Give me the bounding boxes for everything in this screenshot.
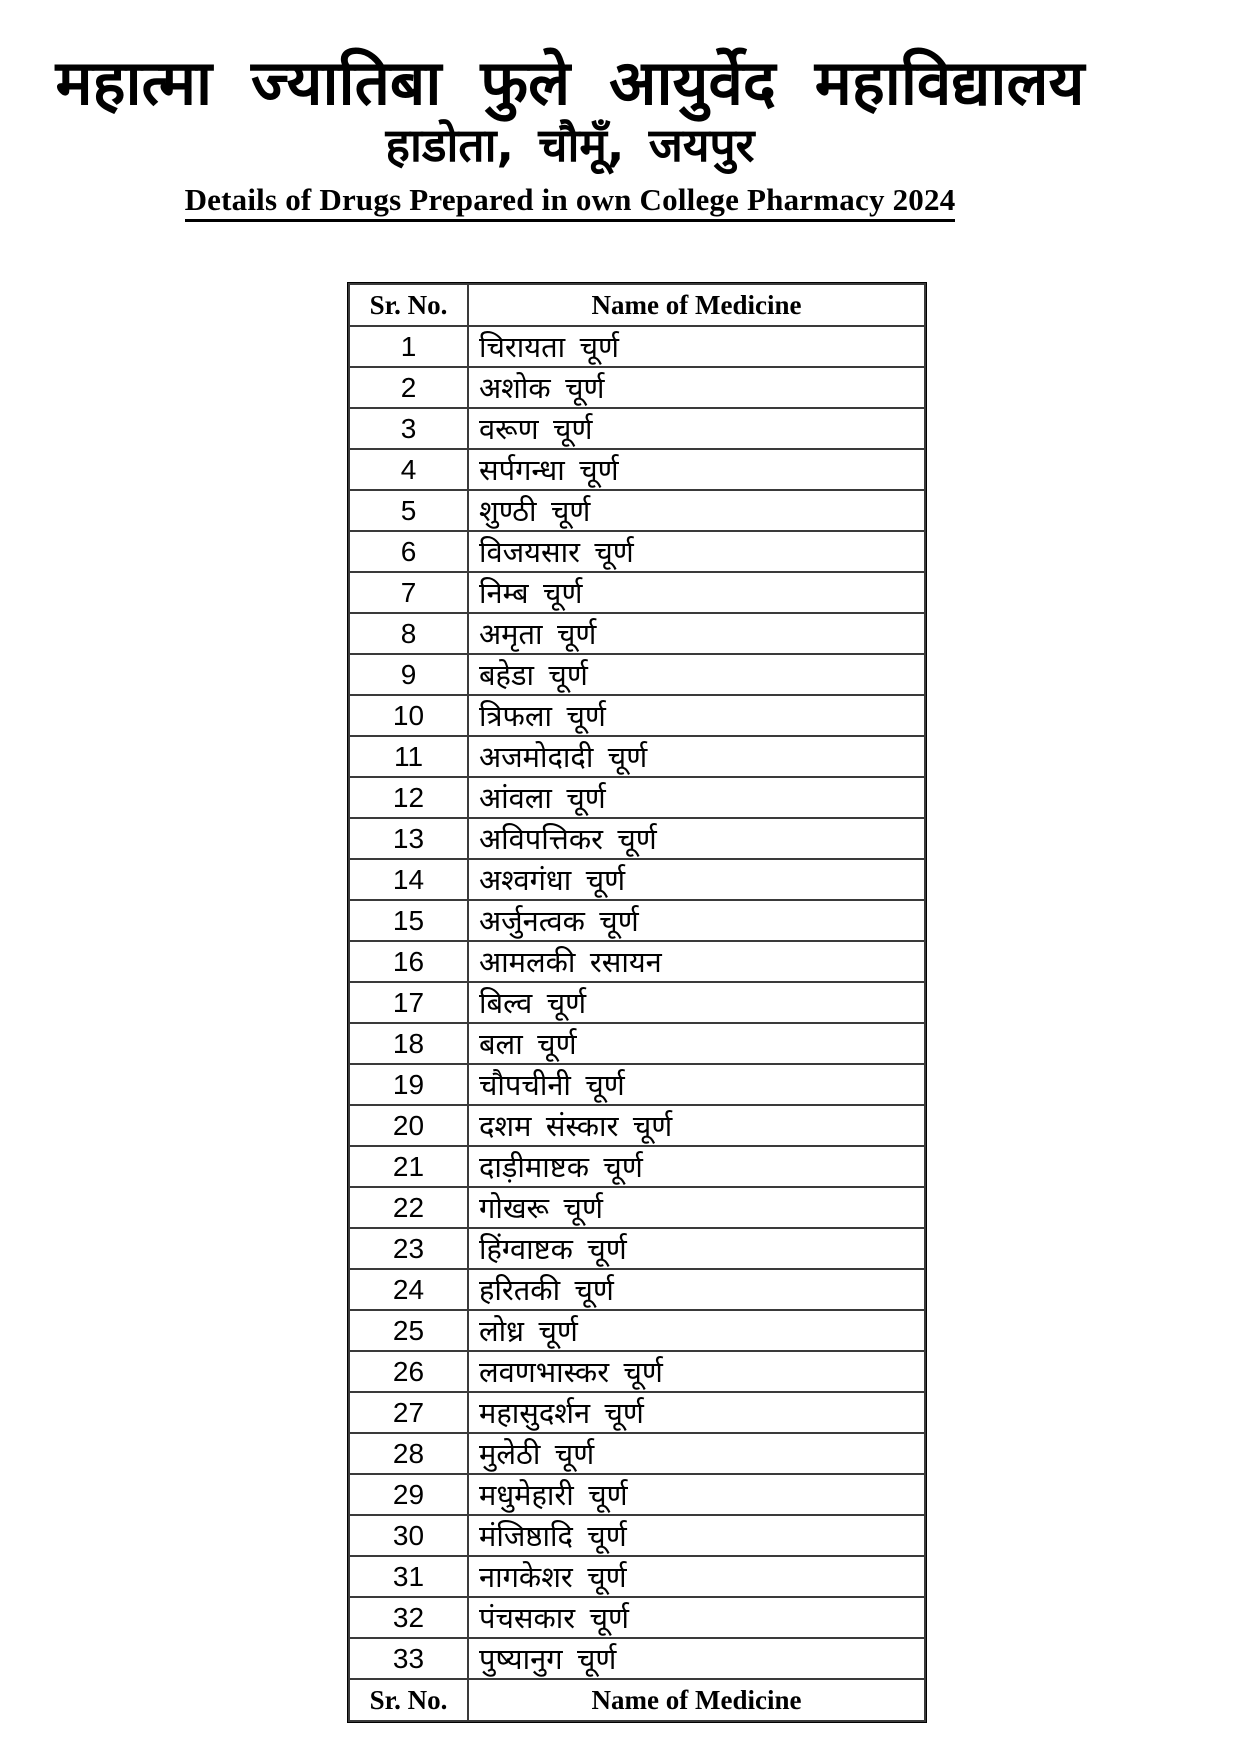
footer-label-medicine-name: Name of Medicine bbox=[468, 1679, 925, 1721]
table-footer-row bbox=[349, 1679, 925, 1721]
table-row bbox=[349, 449, 925, 490]
table-row bbox=[349, 1023, 925, 1064]
medicine-name-cell: नागकेशर चूर्ण bbox=[468, 1556, 925, 1597]
sr-no-cell: 31 bbox=[349, 1556, 468, 1597]
medicine-name-cell: अशोक चूर्ण bbox=[468, 367, 925, 408]
document-title: Details of Drugs Prepared in own College Pharmacy 2024 bbox=[185, 182, 956, 222]
sr-no-cell: 13 bbox=[349, 818, 468, 859]
college-address-hindi: हाडोता, चौमूँ, जयपुर bbox=[385, 118, 755, 173]
sr-no-cell: 1 bbox=[349, 326, 468, 367]
sr-no-cell: 6 bbox=[349, 531, 468, 572]
medicine-name-cell: अश्वगंधा चूर्ण bbox=[468, 859, 925, 900]
sr-no-cell: 8 bbox=[349, 613, 468, 654]
medicine-name-cell: पुष्यानुग चूर्ण bbox=[468, 1638, 925, 1679]
sr-no-cell: 30 bbox=[349, 1515, 468, 1556]
medicine-name-cell: हरितकी चूर्ण bbox=[468, 1269, 925, 1310]
sr-no-cell: 33 bbox=[349, 1638, 468, 1679]
medicine-name-cell: शुण्ठी चूर्ण bbox=[468, 490, 925, 531]
table-row bbox=[349, 695, 925, 736]
table-row bbox=[349, 818, 925, 859]
sr-no-cell: 14 bbox=[349, 859, 468, 900]
medicine-name-cell: पंचसकार चूर्ण bbox=[468, 1597, 925, 1638]
table-row bbox=[349, 859, 925, 900]
medicine-name-cell: आमलकी रसायन bbox=[468, 941, 925, 982]
sr-no-cell: 2 bbox=[349, 367, 468, 408]
table-row bbox=[349, 1515, 925, 1556]
sr-no-cell: 24 bbox=[349, 1269, 468, 1310]
table-row bbox=[349, 1310, 925, 1351]
medicine-name-cell: अर्जुनत्वक चूर्ण bbox=[468, 900, 925, 941]
sr-no-cell: 10 bbox=[349, 695, 468, 736]
medicine-name-cell: महासुदर्शन चूर्ण bbox=[468, 1392, 925, 1433]
table-row bbox=[349, 982, 925, 1023]
sr-no-cell: 12 bbox=[349, 777, 468, 818]
college-name-hindi: महात्मा ज्यातिबा फुले आयुर्वेद महाविद्यालय bbox=[55, 46, 1085, 119]
sr-no-cell: 16 bbox=[349, 941, 468, 982]
sr-no-cell: 3 bbox=[349, 408, 468, 449]
table-row bbox=[349, 490, 925, 531]
table-row bbox=[349, 613, 925, 654]
table-row bbox=[349, 1392, 925, 1433]
table-row bbox=[349, 654, 925, 695]
table-row bbox=[349, 777, 925, 818]
medicine-name-cell: अमृता चूर्ण bbox=[468, 613, 925, 654]
medicine-name-cell: चौपचीनी चूर्ण bbox=[468, 1064, 925, 1105]
medicine-name-cell: निम्ब चूर्ण bbox=[468, 572, 925, 613]
table-row bbox=[349, 367, 925, 408]
table-row bbox=[349, 1064, 925, 1105]
column-header-medicine-name: Name of Medicine bbox=[468, 284, 925, 326]
sr-no-cell: 18 bbox=[349, 1023, 468, 1064]
sr-no-cell: 21 bbox=[349, 1146, 468, 1187]
table-row bbox=[349, 1433, 925, 1474]
medicine-name-cell: विजयसार चूर्ण bbox=[468, 531, 925, 572]
sr-no-cell: 29 bbox=[349, 1474, 468, 1515]
table-row bbox=[349, 531, 925, 572]
table-row bbox=[349, 1228, 925, 1269]
sr-no-cell: 23 bbox=[349, 1228, 468, 1269]
medicine-name-cell: लोध्र चूर्ण bbox=[468, 1310, 925, 1351]
medicine-name-cell: गोखरू चूर्ण bbox=[468, 1187, 925, 1228]
sr-no-cell: 9 bbox=[349, 654, 468, 695]
table-body bbox=[349, 326, 925, 1679]
sr-no-cell: 4 bbox=[349, 449, 468, 490]
sr-no-cell: 5 bbox=[349, 490, 468, 531]
sr-no-cell: 17 bbox=[349, 982, 468, 1023]
table-row bbox=[349, 900, 925, 941]
table-row bbox=[349, 326, 925, 367]
column-header-sr-no: Sr. No. bbox=[349, 284, 468, 326]
table-row bbox=[349, 1269, 925, 1310]
table-row bbox=[349, 408, 925, 449]
table-row bbox=[349, 1146, 925, 1187]
sr-no-cell: 20 bbox=[349, 1105, 468, 1146]
table-row bbox=[349, 1105, 925, 1146]
table-header-row bbox=[349, 284, 925, 326]
sr-no-cell: 32 bbox=[349, 1597, 468, 1638]
sr-no-cell: 19 bbox=[349, 1064, 468, 1105]
sr-no-cell: 11 bbox=[349, 736, 468, 777]
medicine-name-cell: मधुमेहारी चूर्ण bbox=[468, 1474, 925, 1515]
medicine-name-cell: मंजिष्ठादि चूर्ण bbox=[468, 1515, 925, 1556]
medicine-name-cell: दशम संस्कार चूर्ण bbox=[468, 1105, 925, 1146]
table-row bbox=[349, 1474, 925, 1515]
table-row bbox=[349, 1556, 925, 1597]
sr-no-cell: 26 bbox=[349, 1351, 468, 1392]
table-row bbox=[349, 1351, 925, 1392]
medicine-name-cell: त्रिफला चूर्ण bbox=[468, 695, 925, 736]
medicine-name-cell: बहेडा चूर्ण bbox=[468, 654, 925, 695]
sr-no-cell: 25 bbox=[349, 1310, 468, 1351]
medicine-name-cell: सर्पगन्धा चूर्ण bbox=[468, 449, 925, 490]
letterhead bbox=[0, 0, 1140, 222]
medicine-name-cell: हिंग्वाष्टक चूर्ण bbox=[468, 1228, 925, 1269]
sr-no-cell: 28 bbox=[349, 1433, 468, 1474]
medicine-name-cell: मुलेठी चूर्ण bbox=[468, 1433, 925, 1474]
sr-no-cell: 27 bbox=[349, 1392, 468, 1433]
table-row bbox=[349, 941, 925, 982]
medicine-name-cell: चिरायता चूर्ण bbox=[468, 326, 925, 367]
table-row bbox=[349, 1187, 925, 1228]
table-row bbox=[349, 1638, 925, 1679]
footer-label-sr-no: Sr. No. bbox=[349, 1679, 468, 1721]
sr-no-cell: 15 bbox=[349, 900, 468, 941]
medicine-name-cell: दाड़ीमाष्टक चूर्ण bbox=[468, 1146, 925, 1187]
medicine-name-cell: बला चूर्ण bbox=[468, 1023, 925, 1064]
medicine-table bbox=[348, 283, 926, 1722]
sr-no-cell: 22 bbox=[349, 1187, 468, 1228]
medicine-name-cell: आंवला चूर्ण bbox=[468, 777, 925, 818]
medicine-name-cell: बिल्व चूर्ण bbox=[468, 982, 925, 1023]
table-row bbox=[349, 572, 925, 613]
medicine-name-cell: वरूण चूर्ण bbox=[468, 408, 925, 449]
table-row bbox=[349, 736, 925, 777]
sr-no-cell: 7 bbox=[349, 572, 468, 613]
table-row bbox=[349, 1597, 925, 1638]
medicine-name-cell: अजमोदादी चूर्ण bbox=[468, 736, 925, 777]
medicine-name-cell: लवणभास्कर चूर्ण bbox=[468, 1351, 925, 1392]
medicine-name-cell: अविपत्तिकर चूर्ण bbox=[468, 818, 925, 859]
